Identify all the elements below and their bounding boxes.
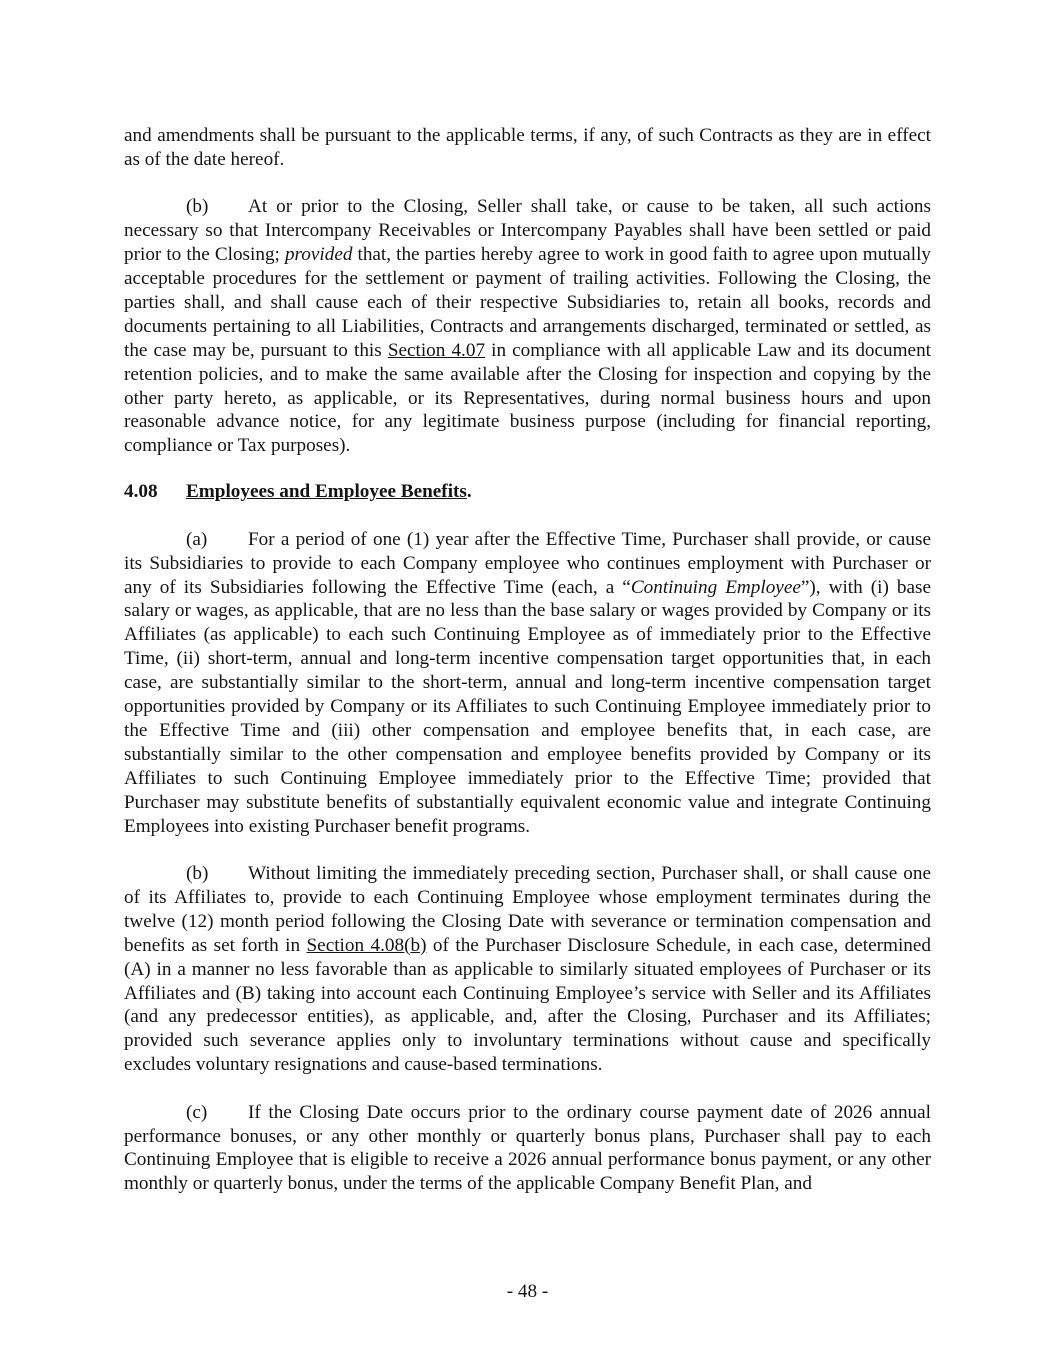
paragraph-4-07-b [124, 195, 931, 458]
continuation-text: and amendments shall be pursuant to the applicable terms, if any, of such Contracts as they are in effect as of the date hereof. [124, 125, 931, 170]
paragraph-text: that, the parties hereby agree to work in good faith to agree upon mutually acceptable procedures for the settlement or payment of trailing activities. Following the Closing, the parties shall, and shall cause each of their respective Subsidiaries to, retain all books, records and documents pertaining to all Liabilities, Contracts and arrangements discharged, terminated or settled, as the case may be, pursuant to this [124, 244, 931, 361]
page-number: - 48 - [506, 1281, 549, 1302]
continuation-paragraph [124, 124, 931, 172]
section-number: 4.08 [124, 481, 158, 503]
section-title: Employees and Employee Benefits [186, 481, 467, 503]
defined-term-continuing-employee: Continuing Employee [630, 576, 801, 598]
paragraph-text: of the Purchaser Disclosure Schedule, in each case, determined (A) in a manner no less favorable than as applicable to similarly situated employees of Purchaser or its Affiliates and (B) taking into account each Continuing Employee’s service with Seller and its Affiliates (and any predecessor entities), as applicable, and, after the Closing, Purchaser and its Affiliates; provided such severance applies only to involuntary terminations without cause and specifically excludes voluntary resignations and cause-based terminations. [124, 934, 931, 1076]
paragraph-text: ”), with (i) base salary or wages, as applicable, that are no less than the base salary or wages provided by Company or its Affiliates (as applicable) to each such Continuing Employee as of immediately prior to the Effective Time, (ii) short-term, annual and long-term incentive compensation target opportunities that, in each case, are substantially similar to the short-term, annual and long-term incentive compensation target opportunities provided by Company or its Affiliates to such Continuing Employee immediately prior to the Effective Time and (iii) other compensation and employee benefits that, in each case, are substantially similar to the other compensation and employee benefits provided by Company or its Affiliates to such Continuing Employee immediately prior to the Effective Time; provided that Purchaser may substitute benefits of substantially equivalent economic value and integrate Continuing Employees into existing Purchaser benefit programs. [124, 576, 932, 837]
paragraph-text: For a period of one (1) year after the Effective Time, Purchaser shall provide, or cause its Subsidiaries to provide to each Company employee who continues employment with Purchaser or any of its Subsidiaries following the Effective Time (each, a “ [124, 528, 931, 598]
paragraph-4-08-a [124, 528, 931, 839]
paragraph-text: At or prior to the Closing, Seller shall take, or cause to be taken, all such actions necessary so that Intercompany Receivables or Intercompany Payables shall have been settled or paid prior to the Closing; [124, 196, 931, 266]
paragraph-text: Without limiting the immediately preceding section, Purchaser shall, or shall cause one of its Affiliates to, provide to each Continuing Employee whose employment terminates during the twelve (12) month period following the Closing Date with severance or termination compensation and benefits as set forth in [124, 862, 931, 956]
italic-term: provided [284, 244, 353, 266]
section-4-08-b-reference[interactable]: Section 4.08(b) [306, 934, 427, 956]
paragraph-label: (c) [186, 1101, 208, 1123]
section-4-07-reference[interactable]: Section 4.07 [387, 339, 486, 361]
paragraph-label: (b) [186, 862, 209, 884]
paragraph-label: (b) [186, 196, 209, 218]
paragraph-4-08-b [124, 862, 931, 1077]
section-4-08-heading [124, 480, 931, 504]
paragraph-4-08-c [124, 1101, 931, 1197]
paragraph-label: (a) [186, 528, 208, 550]
document-page [124, 124, 931, 1196]
paragraph-text: in compliance with all applicable Law and its document retention policies, and to make the same available after the Closing for inspection and copying by the other party hereto, as applicable, or its Representatives, during normal business hours and upon reasonable advance notice, for any legitimate business purpose (including for financial reporting, compliance or Tax purposes). [124, 339, 932, 457]
section-title-period: . [466, 481, 472, 503]
paragraph-text: If the Closing Date occurs prior to the ordinary course payment date of 2026 annual performance bonuses, or any other monthly or quarterly bonus plans, Purchaser shall pay to each Continuing Employee that is eligible to receive a 2026 annual performance bonus payment, or any other monthly or quarterly bonus, under the terms of the applicable Company Benefit Plan, and [124, 1101, 931, 1195]
